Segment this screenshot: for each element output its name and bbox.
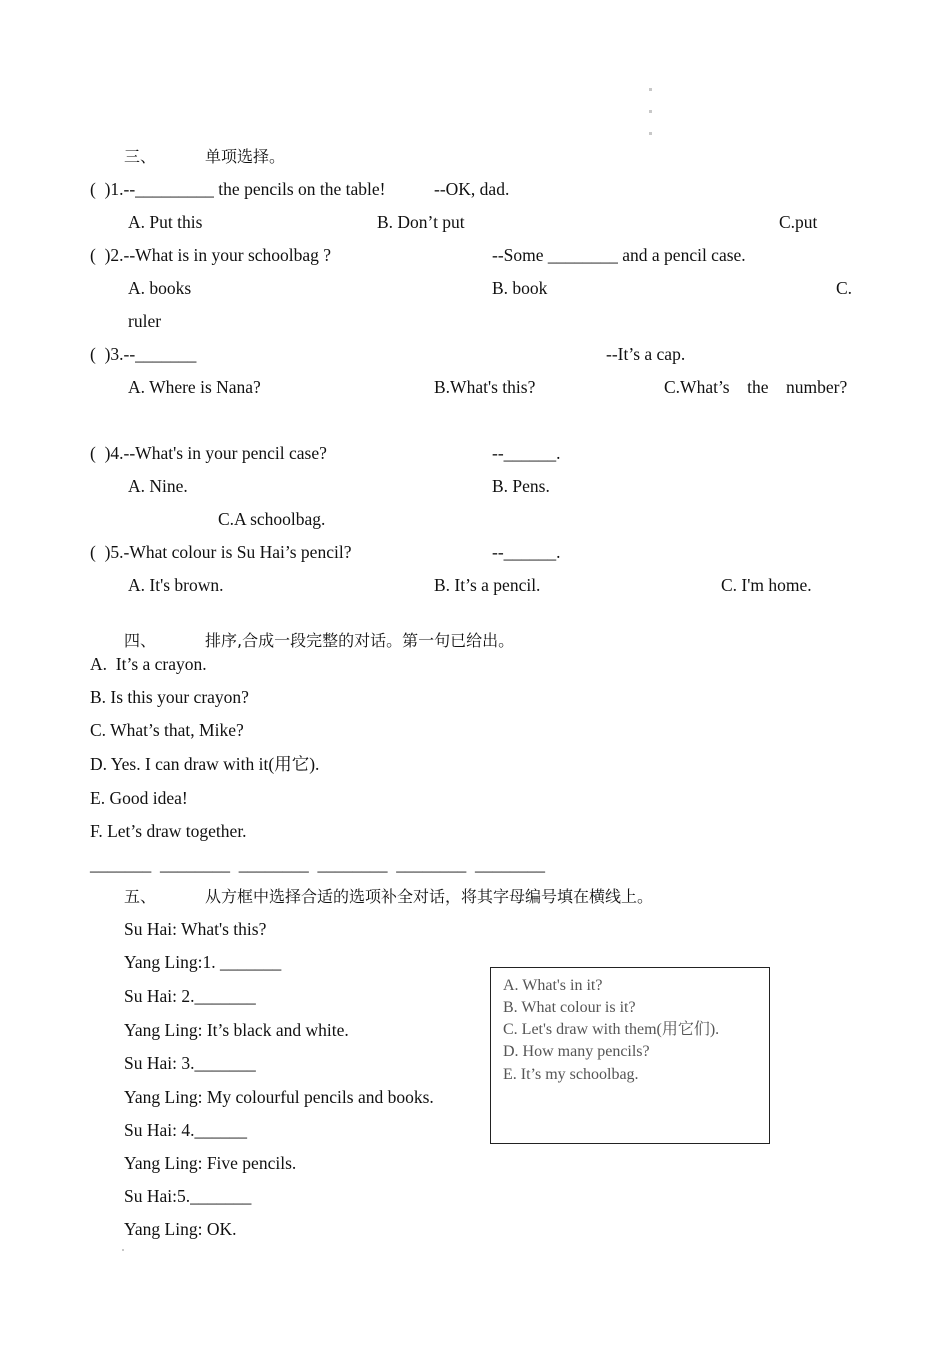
dialogue-line: Su Hai:5._______ xyxy=(124,1186,252,1206)
section-3-title: 单项选择。 xyxy=(205,147,286,166)
box-option-d: D. How many pencils? xyxy=(503,1043,650,1060)
order-answer-blanks: _______ ________ ________ ________ ________ ________ xyxy=(90,854,545,874)
q2-option-a: A. books xyxy=(128,278,192,298)
dialogue-line: Yang Ling:1. _______ xyxy=(124,952,282,972)
q3-option-c: C.What’s the number? xyxy=(664,377,848,397)
q4-option-b: B. Pens. xyxy=(492,476,550,496)
q3-stem: ( )3.--_______ xyxy=(90,344,197,364)
dialogue-line: Yang Ling: My colourful pencils and books. xyxy=(124,1087,434,1107)
dialogue-line: Yang Ling: It’s black and white. xyxy=(124,1020,349,1040)
box-option-b: B. What colour is it? xyxy=(503,999,636,1016)
q3-reply: --It’s a cap. xyxy=(606,344,686,364)
decorative-dot xyxy=(649,110,652,113)
q4-option-a: A. Nine. xyxy=(128,476,188,496)
box-option-a: A. What's in it? xyxy=(503,977,603,994)
dialogue-line: Su Hai: 3._______ xyxy=(124,1053,256,1073)
section-4-title: 排序,合成一段完整的对话。第一句已给出。 xyxy=(205,631,515,650)
dialogue-line: Yang Ling: Five pencils. xyxy=(124,1153,297,1173)
dialogue-line: Yang Ling: OK. xyxy=(124,1219,237,1239)
q2-reply: --Some ________ and a pencil case. xyxy=(492,245,746,265)
q3-option-b: B.What's this? xyxy=(434,377,536,397)
q1-reply: --OK, dad. xyxy=(434,179,510,199)
q5-reply: --______. xyxy=(492,542,561,562)
dialogue-line: Su Hai: 2._______ xyxy=(124,986,256,1006)
order-item-f: F. Let’s draw together. xyxy=(90,821,247,841)
q5-option-a: A. It's brown. xyxy=(128,575,224,595)
section-5-number: 五、 xyxy=(124,887,157,906)
box-option-e: E. It’s my schoolbag. xyxy=(503,1066,639,1083)
decorative-dot xyxy=(122,1249,124,1251)
q1-stem: ( )1.--_________ the pencils on the table! xyxy=(90,179,386,199)
order-item-a: A. It’s a crayon. xyxy=(90,654,207,674)
decorative-dot xyxy=(649,88,652,91)
q2-option-c: C. xyxy=(836,278,853,298)
q1-option-a: A. Put this xyxy=(128,212,203,232)
q4-option-c: C.A schoolbag. xyxy=(218,509,326,529)
q1-option-b: B. Don’t put xyxy=(377,212,465,232)
order-item-d: D. Yes. I can draw with it(用它). xyxy=(90,754,320,774)
q4-stem: ( )4.--What's in your pencil case? xyxy=(90,443,327,463)
dialogue-line: Su Hai: 4.______ xyxy=(124,1120,247,1140)
q5-option-c: C. I'm home. xyxy=(721,575,812,595)
q5-option-b: B. It’s a pencil. xyxy=(434,575,541,595)
order-item-e: E. Good idea! xyxy=(90,788,188,808)
section-4-number: 四、 xyxy=(124,631,157,650)
box-option-c: C. Let's draw with them(用它们). xyxy=(503,1021,720,1038)
options-box xyxy=(490,967,770,1144)
section-5-title: 从方框中选择合适的选项补全对话，将其字母编号填在横线上。 xyxy=(205,887,654,906)
q2-option-c-wrap: ruler xyxy=(128,311,162,331)
q2-stem: ( )2.--What is in your schoolbag ? xyxy=(90,245,332,265)
order-item-c: C. What’s that, Mike? xyxy=(90,720,244,740)
section-3-number: 三、 xyxy=(124,147,157,166)
q2-option-b: B. book xyxy=(492,278,548,298)
decorative-dot xyxy=(649,132,652,135)
q5-stem: ( )5.-What colour is Su Hai’s pencil? xyxy=(90,542,352,562)
q4-reply: --______. xyxy=(492,443,561,463)
q3-option-a: A. Where is Nana? xyxy=(128,377,261,397)
q1-option-c: C.put xyxy=(779,212,818,232)
order-item-b: B. Is this your crayon? xyxy=(90,687,249,707)
dialogue-line: Su Hai: What's this? xyxy=(124,919,267,939)
